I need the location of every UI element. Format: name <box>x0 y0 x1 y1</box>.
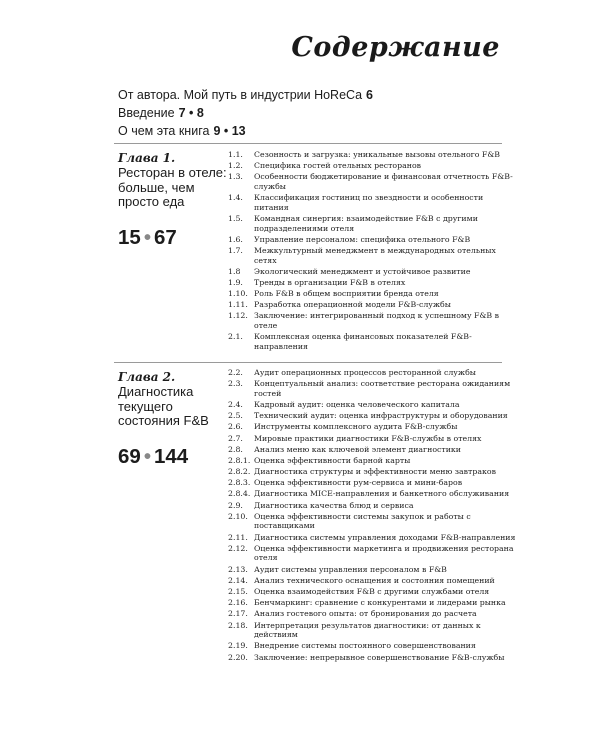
toc-entry-number: 2.5. <box>228 411 243 421</box>
toc-entry-number: 2.15. <box>228 586 248 596</box>
toc-entry[interactable] <box>228 544 518 563</box>
toc-entry[interactable] <box>228 587 518 597</box>
toc-entry-title: Межкультурный менеджмент в международных отельных сетях <box>254 245 496 265</box>
toc-entry-title: Оценка взаимодействия F&B с другими службами отеля <box>254 586 490 596</box>
chapter-1-page-sep: • <box>143 225 151 249</box>
chapter-2-page-start: 69 <box>118 444 141 468</box>
chapter-1-page-end: 67 <box>154 225 177 249</box>
toc-entry-title: Роль F&B в общем восприятии бренда отеля <box>254 289 439 299</box>
chapter-2-divider <box>114 362 502 363</box>
toc-entry-number: 2.18. <box>228 620 248 630</box>
intro-list <box>118 86 373 140</box>
toc-entry[interactable] <box>228 300 518 310</box>
toc-entry-number: 2.20. <box>228 652 248 662</box>
toc-entry-title: Мировые практики диагностики F&B-службы в отелях <box>254 433 482 443</box>
toc-entry-title: Технический аудит: оценка инфраструктуры и оборудования <box>254 411 508 421</box>
intro-author-pages: 6 <box>366 88 373 102</box>
toc-entry-number: 2.8.3. <box>228 478 251 488</box>
toc-entry[interactable] <box>228 445 518 455</box>
chapter-1-page-start: 15 <box>118 225 141 249</box>
toc-entry[interactable] <box>228 235 518 245</box>
toc-entry-title: Разработка операционной модели F&B-службы <box>254 300 451 310</box>
chapter-2-label: Глава 2. <box>118 370 176 384</box>
toc-entry-title: Анализ гостевого опыта: от бронирования до расчета <box>254 609 477 619</box>
toc-entry-title: Диагностика системы управления доходами F&B-направления <box>254 532 516 542</box>
toc-entry-title: Концептуальный анализ: соответствие ресторана ожиданиям гостей <box>254 379 511 398</box>
toc-entry-number: 2.11. <box>228 532 248 542</box>
toc-entry-number: 1.8 <box>228 266 241 276</box>
toc-entry[interactable] <box>228 311 518 330</box>
chapter-1-title: Ресторан в отеле: больше, чем просто еда <box>118 165 227 209</box>
toc-entry-title: Командная синергия: взаимодействие F&B с другими подразделениями отеля <box>254 213 478 233</box>
toc-entry[interactable] <box>228 172 518 191</box>
intro-author[interactable] <box>118 86 373 104</box>
toc-entry[interactable] <box>228 368 518 378</box>
toc-entry[interactable] <box>228 489 518 499</box>
toc-entry[interactable] <box>228 379 518 398</box>
toc-entry-title: Классификация гостиниц по звездности и особенности питания <box>254 193 484 212</box>
toc-entry-number: 2.8. <box>228 444 243 454</box>
toc-entry-number: 2.14. <box>228 575 248 585</box>
toc-entry[interactable] <box>228 533 518 543</box>
intro-introduction[interactable] <box>118 104 373 122</box>
toc-entry-number: 2.1. <box>228 332 243 342</box>
toc-entry[interactable] <box>228 150 518 160</box>
toc-entry-title: Анализ меню как ключевой элемент диагностики <box>254 444 461 454</box>
chapter-1-label: Глава 1. <box>118 151 176 165</box>
toc-entry-number: 2.7. <box>228 433 243 443</box>
toc-entry-title: Тренды в организации F&B в отелях <box>254 277 406 287</box>
toc-entry-number: 2.4. <box>228 399 243 409</box>
toc-entry-number: 1.11. <box>228 300 248 310</box>
chapter-2-heading <box>118 370 238 469</box>
toc-entry-number: 1.5. <box>228 213 243 223</box>
toc-entry-number: 2.3. <box>228 379 243 389</box>
chapter-1-toc <box>228 150 518 353</box>
chapter-2-page-sep: • <box>143 444 151 468</box>
toc-entry-number: 2.8.4. <box>228 489 251 499</box>
toc-entry-title: Инструменты комплексного аудита F&B-службы <box>254 422 458 432</box>
intro-about-book[interactable] <box>118 122 373 140</box>
toc-entry[interactable] <box>228 289 518 299</box>
toc-entry-title: Комплексная оценка финансовых показателей F&B-направления <box>254 332 472 351</box>
toc-entry-number: 1.12. <box>228 311 248 321</box>
toc-entry-title: Бенчмаркинг: сравнение с конкурентами и лидерами рынка <box>254 598 506 608</box>
toc-entry[interactable] <box>228 598 518 608</box>
toc-entry-title: Особенности бюджетирование и финансовая отчетность F&B-службы <box>254 172 513 191</box>
toc-entry-title: Сезонность и загрузка: уникальные вызовы отельного F&B <box>254 150 500 159</box>
toc-entry[interactable] <box>228 512 518 531</box>
chapter-1-pages <box>118 226 238 250</box>
toc-entry-number: 2.19. <box>228 641 248 651</box>
toc-entry[interactable] <box>228 161 518 171</box>
toc-entry[interactable] <box>228 434 518 444</box>
toc-entry-title: Оценка эффективности системы закупок и работы с поставщиками <box>254 511 471 531</box>
toc-entry[interactable] <box>228 214 518 233</box>
toc-entry[interactable] <box>228 278 518 288</box>
toc-entry[interactable] <box>228 246 518 265</box>
toc-entry[interactable] <box>228 565 518 575</box>
intro-introduction-pages: 7 • 8 <box>178 106 204 120</box>
intro-introduction-text: Введение <box>118 106 175 120</box>
toc-entry[interactable] <box>228 467 518 477</box>
toc-entry-number: 2.10. <box>228 511 248 521</box>
toc-entry-number: 2.13. <box>228 564 248 574</box>
toc-entry[interactable] <box>228 621 518 640</box>
toc-entry-title: Специфика гостей отельных ресторанов <box>254 161 422 171</box>
toc-entry-number: 2.9. <box>228 500 243 510</box>
toc-entry-title: Экологический менеджмент и устойчивое развитие <box>254 266 471 276</box>
toc-entry-number: 2.8.1. <box>228 455 251 465</box>
toc-entry-title: Анализ технического оснащения и состояния помещений <box>254 575 495 585</box>
toc-entry-number: 2.6. <box>228 422 243 432</box>
chapter-2-title: Диагностика текущего состояния F&B <box>118 384 209 428</box>
toc-entry[interactable] <box>228 267 518 277</box>
toc-entry-number: 1.7. <box>228 245 243 255</box>
toc-entry[interactable] <box>228 478 518 488</box>
toc-entry[interactable] <box>228 609 518 619</box>
toc-entry-number: 1.10. <box>228 289 248 299</box>
toc-entry-title: Кадровый аудит: оценка человеческого капитала <box>254 399 460 409</box>
toc-entry-number: 2.16. <box>228 598 248 608</box>
toc-entry-title: Управление персоналом: специфика отельного F&B <box>254 234 471 244</box>
toc-entry[interactable] <box>228 501 518 511</box>
toc-entry[interactable] <box>228 422 518 432</box>
toc-entry[interactable] <box>228 576 518 586</box>
toc-entry-title: Заключение: интегрированный подход к успешному F&B в отеле <box>254 311 499 331</box>
toc-entry[interactable] <box>228 400 518 410</box>
toc-entry[interactable] <box>228 332 518 351</box>
toc-entry-title: Заключение: непрерывное совершенствование F&B-службы <box>254 652 505 662</box>
toc-entry[interactable] <box>228 653 518 663</box>
toc-entry-title: Аудит системы управления персоналом в F&B <box>254 564 447 574</box>
toc-entry-title: Диагностика MICE-направления и банкетного обслуживания <box>254 489 510 499</box>
chapter-1-heading <box>118 151 238 250</box>
toc-entry-title: Интерпретация результатов диагностики: от данных к действиям <box>254 620 481 640</box>
toc-entry-title: Оценка эффективности барной карты <box>254 455 411 465</box>
page-title: Содержание <box>291 32 500 63</box>
chapter-2-toc <box>228 368 518 664</box>
chapter-1-divider <box>114 143 502 144</box>
toc-entry-number: 1.2. <box>228 161 243 171</box>
intro-about-book-pages: 9 • 13 <box>213 124 246 138</box>
toc-entry-title: Оценка эффективности рум-сервиса и мини-баров <box>254 478 463 488</box>
toc-entry-title: Диагностика качества блюд и сервиса <box>254 500 414 510</box>
intro-author-text: От автора. Мой путь в индустрии HoReCa <box>118 88 363 102</box>
chapter-2-page-end: 144 <box>154 444 189 468</box>
toc-entry-number: 2.17. <box>228 609 248 619</box>
toc-entry-title: Внедрение системы постоянного совершенствования <box>254 641 476 651</box>
toc-entry-number: 1.3. <box>228 172 243 182</box>
toc-entry-number: 1.9. <box>228 277 243 287</box>
toc-entry[interactable] <box>228 641 518 651</box>
toc-entry-number: 1.6. <box>228 234 243 244</box>
toc-entry-number: 2.8.2. <box>228 467 251 477</box>
toc-entry[interactable] <box>228 456 518 466</box>
intro-about-book-text: О чем эта книга <box>118 124 210 138</box>
toc-entry[interactable] <box>228 193 518 212</box>
toc-entry-title: Оценка эффективности маркетинга и продвижения ресторана отеля <box>254 543 514 563</box>
toc-entry-number: 1.1. <box>228 150 243 159</box>
chapter-2-pages <box>118 445 238 469</box>
toc-entry[interactable] <box>228 411 518 421</box>
toc-entry-number: 2.12. <box>228 543 248 553</box>
toc-entry-number: 1.4. <box>228 193 243 203</box>
toc-entry-number: 2.2. <box>228 368 243 377</box>
toc-entry-title: Аудит операционных процессов ресторанной службы <box>254 368 476 377</box>
toc-entry-title: Диагностика структуры и эффективности меню завтраков <box>254 467 496 477</box>
